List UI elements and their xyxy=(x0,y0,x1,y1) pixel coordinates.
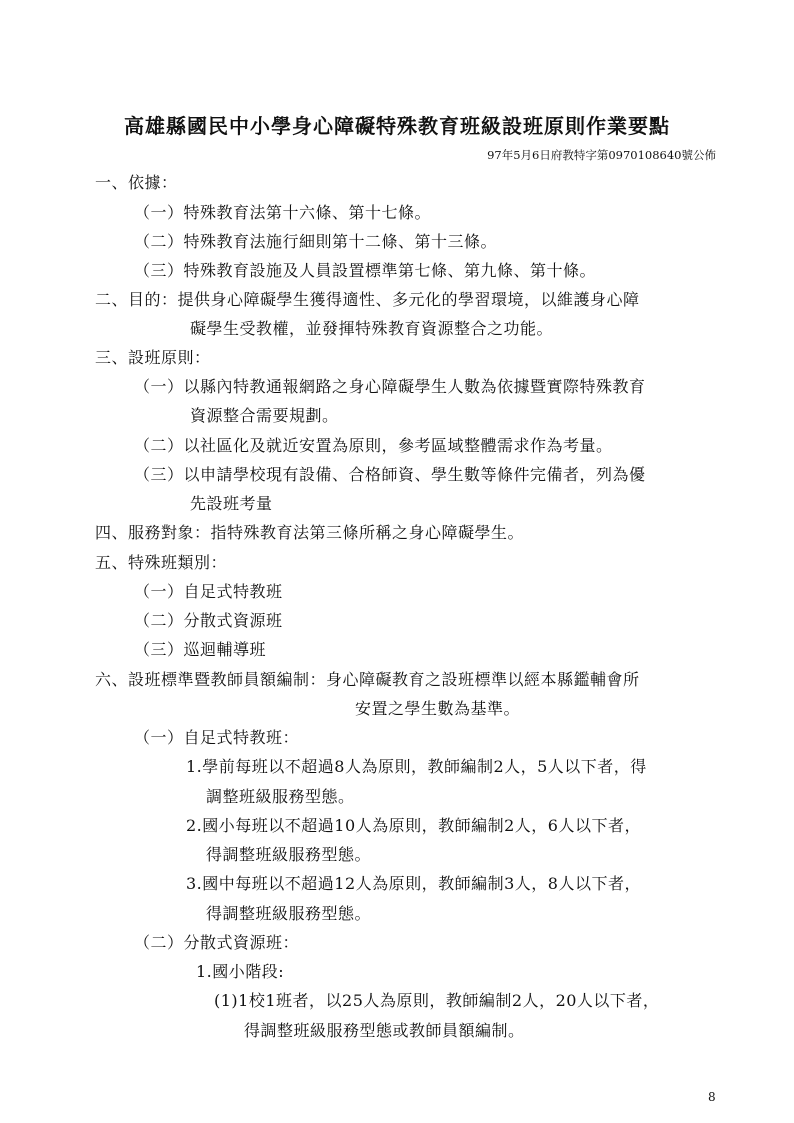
section-6-text: 六、設班標準暨教師員額編制：身心障礙教育之設班標準以經本縣鑑輔會所 xyxy=(95,670,640,689)
section-4-text: 四、服務對象：指特殊教育法第三條所稱之身心障礙學生。 xyxy=(95,523,525,542)
section-5-item-1: （一）自足式特教班 xyxy=(134,582,283,601)
publication-note: 97年5月6日府教特字第0970108640號公佈 xyxy=(487,148,716,162)
section-5-item-2: （二）分散式資源班 xyxy=(134,611,283,630)
section-3-item-1-cont: 資源整合需要規劃。 xyxy=(190,406,339,425)
document-title: 高雄縣國民中小學身心障礙特殊教育班級設班原則作業要點 xyxy=(124,114,670,138)
section-6-sub-2-item-1-1: (1)1校1班者，以25人為原則，教師編制2人，20人以下者， xyxy=(214,991,660,1010)
section-5-item-3: （三）巡迴輔導班 xyxy=(134,640,267,659)
section-3-item-3: （三）以申請學校現有設備、合格師資、學生數等條件完備者，列為優 xyxy=(134,465,646,484)
section-3-item-1: （一）以縣內特教通報網路之身心障礙學生人數為依據暨實際特殊教育 xyxy=(134,377,646,396)
section-5-heading: 五、特殊班類別： xyxy=(95,553,228,572)
section-6-sub-1-item-1-cont: 調整班級服務型態。 xyxy=(206,787,355,806)
section-6-sub-1-item-3-cont: 得調整班級服務型態。 xyxy=(206,904,372,923)
section-6-sub-1-item-1: 1.學前每班以不超過8人為原則，教師編制2人，5人以下者，得 xyxy=(186,757,647,776)
section-6-sub-1-item-3: 3.國中每班以不超過12人為原則，教師編制3人，8人以下者， xyxy=(186,874,641,893)
section-2-text-cont: 礙學生受教權，並發揮特殊教育資源整合之功能。 xyxy=(190,319,554,338)
section-2-text: 二、目的：提供身心障礙學生獲得適性、多元化的學習環境，以維護身心障 xyxy=(95,290,640,309)
section-3-item-3-cont: 先設班考量 xyxy=(190,494,273,513)
section-6-sub-2-heading: （二）分散式資源班： xyxy=(134,933,300,952)
section-3-item-2: （二）以社區化及就近安置為原則，參考區域整體需求作為考量。 xyxy=(134,436,613,455)
section-1-heading: 一、依據： xyxy=(95,173,178,192)
section-1-item-2: （二）特殊教育法施行細則第十二條、第十三條。 xyxy=(134,232,498,251)
section-6-text-cont: 安置之學生數為基準。 xyxy=(355,699,521,718)
section-6-sub-2-item-1: 1.國小階段: xyxy=(196,962,285,981)
section-1-item-3: （三）特殊教育設施及人員設置標準第七條、第九條、第十條。 xyxy=(134,261,597,280)
section-6-sub-1-item-2-cont: 得調整班級服務型態。 xyxy=(206,845,372,864)
section-1-item-1: （一）特殊教育法第十六條、第十七條。 xyxy=(134,203,432,222)
section-6-sub-1-heading: （一）自足式特教班： xyxy=(134,728,300,747)
page-number: 8 xyxy=(708,1090,716,1104)
section-6-sub-1-item-2: 2.國小每班以不超過10人為原則，教師編制2人，6人以下者， xyxy=(186,816,641,835)
section-3-heading: 三、設班原則： xyxy=(95,348,211,367)
section-6-sub-2-item-1-1-cont: 得調整班級服務型態或教師員額編制。 xyxy=(244,1021,525,1040)
